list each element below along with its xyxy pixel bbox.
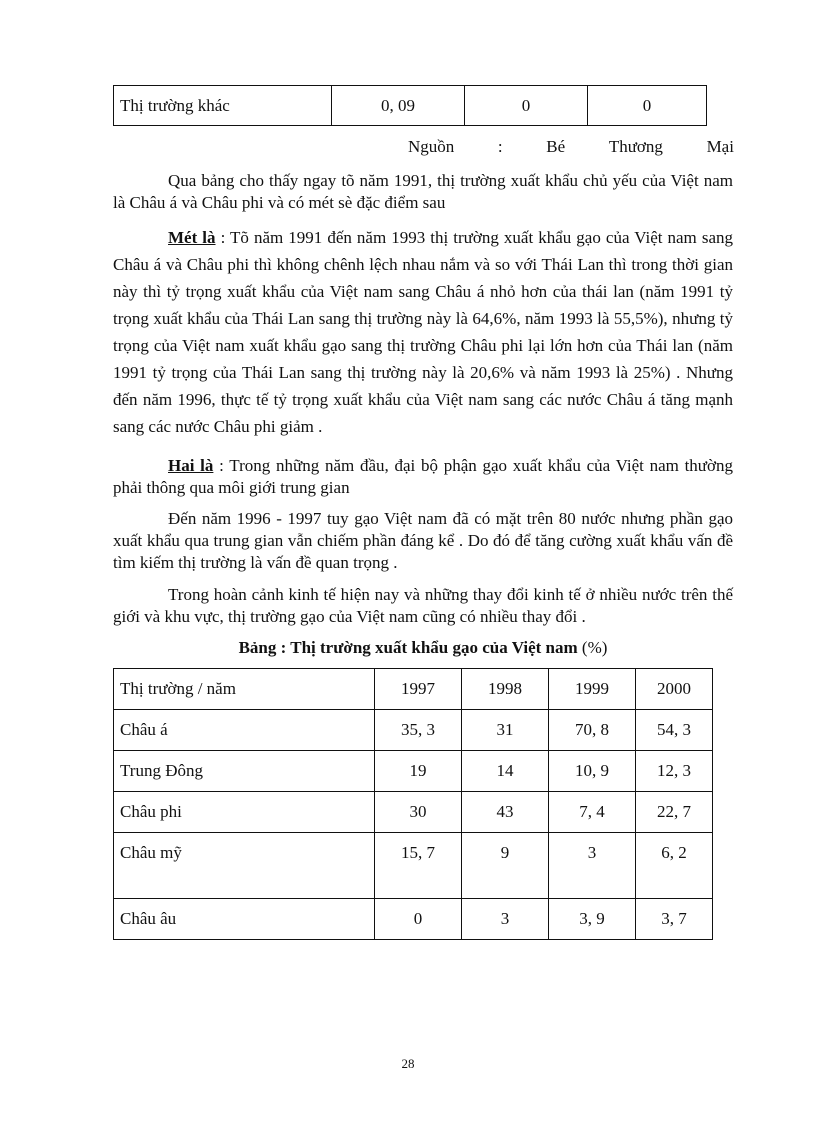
- table-cell: 14: [462, 751, 549, 792]
- table-cell: 3: [462, 899, 549, 940]
- table-cell: 3, 7: [636, 899, 713, 940]
- table-header-cell: 1997: [375, 669, 462, 710]
- table-cell: 0, 09: [332, 86, 465, 126]
- table-header-cell: Thị trường / năm: [114, 669, 375, 710]
- paragraph-lead: Mét là: [168, 228, 216, 247]
- table-row: [114, 792, 713, 833]
- table-cell: 15, 7: [375, 833, 462, 899]
- table-cell: 70, 8: [549, 710, 636, 751]
- source-word: Bé: [546, 137, 566, 156]
- table-row: [114, 833, 713, 899]
- table-header-row: [114, 669, 713, 710]
- table-cell: 0: [375, 899, 462, 940]
- table-header-cell: 1999: [549, 669, 636, 710]
- table-row: [114, 751, 713, 792]
- rice-export-market-table: [113, 668, 713, 940]
- table-cell: 31: [462, 710, 549, 751]
- paragraph-lead: Hai là: [168, 456, 214, 475]
- table-cell: Châu âu: [114, 899, 375, 940]
- table-cell: 0: [588, 86, 707, 126]
- source-word: Mại: [706, 137, 734, 156]
- table-row: [114, 710, 713, 751]
- table-cell: 12, 3: [636, 751, 713, 792]
- paragraph: Hai là : Trong những năm đầu, đại bộ phận gạo xuất khẩu của Việt nam thường phải thông qua môi giới trung gian: [113, 456, 734, 497]
- table-cell: 22, 7: [636, 792, 713, 833]
- table-cell: 7, 4: [549, 792, 636, 833]
- table-cell: 0: [465, 86, 588, 126]
- table-cell: 3, 9: [549, 899, 636, 940]
- table-cell: 19: [375, 751, 462, 792]
- paragraph: Mét là : Tõ năm 1991 đến năm 1993 thị trường xuất khẩu gạo của Việt nam sang Châu á và Châu phi thì không chênh lệch nhau nắm và so với Thái Lan thì trong thời gian này thì tỷ trọng xuất khẩu của Việt nam sang Châu á nhỏ hơn của thái lan (năm 1991 tỷ trọng xuất khẩu của Thái Lan sang thị trường này là 64,6%, năm 1993 là 55,5%), nhưng tỷ trọng của Việt nam xuất khẩu gạo sang thị trường Châu phi lại lớn hơn của Thái lan (năm 1991 tỷ trọng của Thái Lan sang thị trường này là 20,6% và năm 1993 là 25%) . Nhưng đến năm 1996, thực tế tỷ trọng xuất khẩu của Việt nam sang các nước Châu á tăng mạnh sang các nước Châu phi giảm .: [113, 228, 733, 436]
- table-cell: 6, 2: [636, 833, 713, 899]
- source-word: Thương: [608, 137, 663, 156]
- table-cell: Thị trường khác: [114, 86, 332, 126]
- page-number: 28: [401, 1056, 415, 1071]
- source-sep: :: [497, 137, 503, 156]
- table-cell: 9: [462, 833, 549, 899]
- paragraph: Qua bảng cho thấy ngay tõ năm 1991, thị trường xuất khẩu chủ yếu của Việt nam là Châu á và Châu phi và có mét sè đặc điểm sau: [113, 171, 733, 212]
- table-cell: 30: [375, 792, 462, 833]
- table-cell: Châu mỹ: [114, 833, 375, 899]
- paragraph: Trong hoàn cảnh kinh tế hiện nay và những thay đổi kinh tế ở nhiều nước trên thế giới và khu vực, thị trường gạo của Việt nam cũng có nhiều thay đổi .: [113, 585, 733, 626]
- table-cell: Trung Đông: [114, 751, 375, 792]
- other-markets-table: [113, 85, 707, 126]
- table-cell: Châu phi: [114, 792, 375, 833]
- source-label: Nguồn: [408, 137, 455, 156]
- table-header-cell: 1998: [462, 669, 549, 710]
- table-cell: 54, 3: [636, 710, 713, 751]
- table-caption: Bảng : Thị trường xuất khẩu gạo của Việt nam (%): [238, 638, 608, 657]
- table-cell: 43: [462, 792, 549, 833]
- source-line: [408, 137, 734, 157]
- table-cell: Châu á: [114, 710, 375, 751]
- table-header-cell: 2000: [636, 669, 713, 710]
- table-row: [114, 899, 713, 940]
- table-cell: 35, 3: [375, 710, 462, 751]
- table-cell: 3: [549, 833, 636, 899]
- paragraph: Đến năm 1996 - 1997 tuy gạo Việt nam đã có mặt trên 80 nước nhưng phần gạo xuất khẩu qua trung gian vẫn chiếm phần đáng kể . Do đó để tăng cường xuất khẩu vấn đề tìm kiếm thị trường là vấn đề quan trọng .: [113, 509, 733, 572]
- table-cell: 10, 9: [549, 751, 636, 792]
- table-row: [114, 86, 707, 126]
